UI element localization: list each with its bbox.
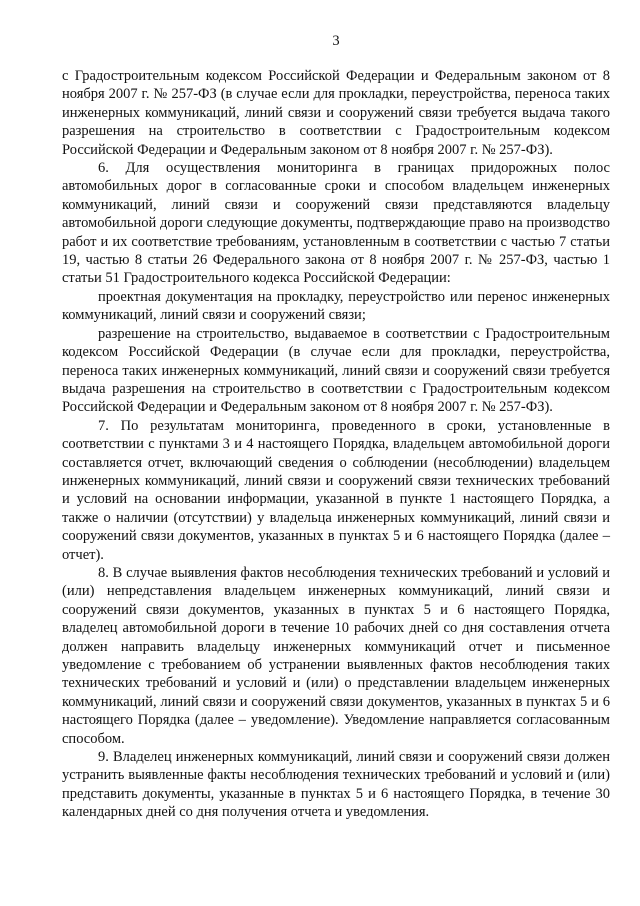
paragraph-item-6: 6. Для осуществления мониторинга в границах придорожных полос автомобильных дорог в согласованные сроки и способом владельцем инженерных коммуникаций, линий связи и сооружений связи представляются владельцу автомобильной дороги следующие документы, подтверждающие право на производство работ и их соответствие требованиям, установленным в соответствии с частью 7 статьи 19, частью 8 статьи 26 Федерального закона от 8 ноября 2007 г. № 257-ФЗ, частью 1 статьи 51 Градостроительного кодекса Российской Федерации: bbox=[62, 160, 610, 287]
paragraph-item-9: 9. Владелец инженерных коммуникаций, линий связи и сооружений связи должен устранить выявленные факты несоблюдения технических требований и условий и (или) представить документы, указанные в пунктах 5 и 6 настоящего Порядка, в течение 30 календарных дней со дня получения отчета и уведомления. bbox=[62, 749, 610, 821]
paragraph-item-6-project-documentation: проектная документация на прокладку, переустройство или перенос инженерных коммуникаций, линий связи и сооружений связи; bbox=[62, 288, 610, 324]
paragraph-item-8: 8. В случае выявления фактов несоблюдения технических требований и условий и (или) непредставления владельцем инженерных коммуникаций, линий связи и сооружений связи документов, указанных в пунктах 5 и 6 настоящего Порядка, владелец автомобильной дороги в течение 10 рабочих дней со дня составления отчета должен направить владельцу инженерных коммуникаций отчет и письменное уведомление с требованием об устранении выявленных фактов несоблюдения таких технических требований и условий и (или) о представлении владельцем инженерных коммуникаций, линий связи и сооружений связи документов, указанных в пунктах 5 и 6 настоящего Порядка (далее – уведомление). Уведомление направляется согласованным способом. bbox=[62, 564, 610, 747]
paragraph-continuation: с Градостроительным кодексом Российской Федерации и Федеральным законом от 8 ноября 2007 г. № 257-ФЗ (в случае если для прокладки, переустройства, переноса таких инженерных коммуникаций, линий связи и сооружений связи требуется выдача такого разрешения на строительство в соответствии с Градостроительным кодексом Российской Федерации и Федеральным законом от 8 ноября 2007 г. № 257-ФЗ). bbox=[62, 68, 610, 158]
paragraph-item-7: 7. По результатам мониторинга, проведенного в сроки, установленные в соответствии с пунктами 3 и 4 настоящего Порядка, владельцем автомобильной дороги составляется отчет, включающий сведения о соблюдении (несоблюдении) владельцем инженерных коммуникаций, линий связи и сооружений связи технических требований и условий на основании информации, указанной в пункте 1 настоящего Порядка, а также о наличии (отсутствии) у владельца инженерных коммуникаций, линий связи и сооружений связи документов, указанных в пунктах 5 и 6 настоящего Порядка (далее – отчет). bbox=[62, 417, 610, 563]
document-body bbox=[62, 67, 610, 822]
paragraph-item-6-construction-permit: разрешение на строительство, выдаваемое в соответствии с Градостроительным кодексом Российской Федерации (в случае если для прокладки, переустройства, переноса таких инженерных коммуникаций, линий связи и сооружений связи требуется выдача разрешения на строительство в соответствии с Градостроительным кодексом Российской Федерации и Федеральным законом от 8 ноября 2007 г. № 257-ФЗ). bbox=[62, 325, 610, 416]
page-number: 3 bbox=[332, 33, 340, 49]
